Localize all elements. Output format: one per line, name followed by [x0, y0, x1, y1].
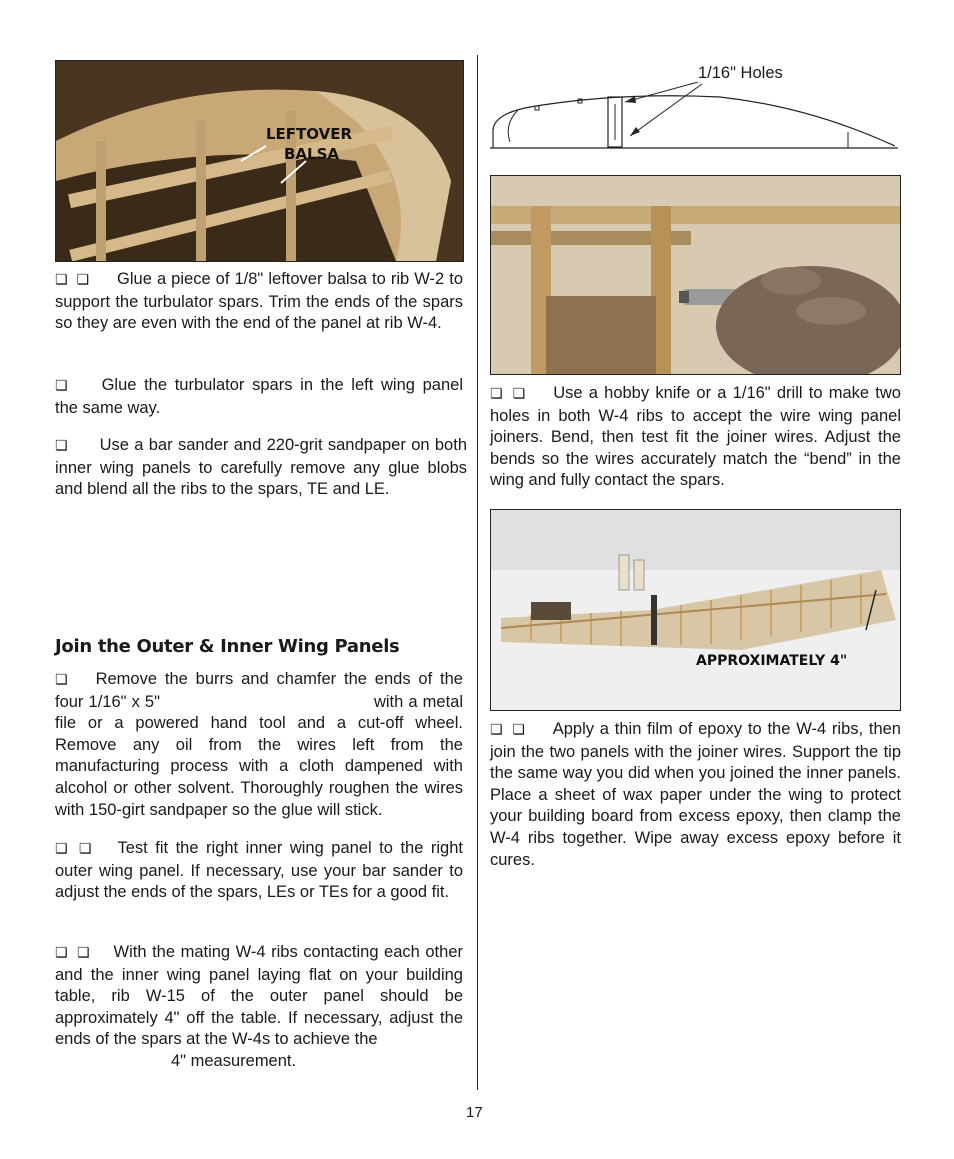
- column-divider: [477, 55, 478, 1090]
- section-heading: Join the Outer & Inner Wing Panels: [55, 636, 400, 657]
- checkbox-icon[interactable]: ❏ ❏: [490, 722, 527, 738]
- step-1: [55, 269, 463, 335]
- step-2: [55, 375, 463, 419]
- step-4-text-c: a metal file or a powered hand tool and a cut-off wheel. Remove any oil from the wires left from the manufacturing process with a cloth dampened with alcohol or other solvent. Thoroughly roughen the wires with 150-girt sandpaper so the glue will stick.: [55, 692, 463, 819]
- leftover-label-line1: LEFTOVER: [266, 125, 353, 143]
- step-4-text-b: with: [373, 692, 404, 711]
- checkbox-icon[interactable]: ❏ ❏: [55, 272, 92, 288]
- step-8-text: Apply a thin film of epoxy to the W-4 ribs, then join the two panels with the joiner wires. Support the tip the same way you did when you joined the inner panels. Place a sheet of wax paper under the wing to protect your building board from excess epoxy, then clamp the W-4 ribs together. Wipe away excess epoxy before it cures.: [490, 720, 901, 869]
- step-4: [55, 669, 463, 821]
- drill-photo-illustration: [491, 176, 900, 374]
- step-6-text-a: With the mating W-4 ribs contacting each other and the inner wing panel laying flat on your building table, rib W-15 of the outer panel should be approximately 4" off the table. If necessary, adjust the ends of the spars at the W-4s to achieve the: [55, 943, 463, 1049]
- checkbox-icon[interactable]: ❏ ❏: [55, 945, 92, 961]
- leftover-label-line2: BALSA: [284, 145, 340, 163]
- rib-diagram: [490, 82, 900, 152]
- step-2-text: Glue the turbulator spars in the left wing panel the same way.: [55, 376, 463, 417]
- step-3-text: Use a bar sander and 220-grit sandpaper on both inner wing panels to carefully remove any glue blobs and blend all the ribs to the spars, TE and LE.: [55, 436, 467, 499]
- checkbox-icon[interactable]: ❏: [55, 672, 70, 688]
- checkbox-icon[interactable]: ❏ ❏: [490, 386, 528, 402]
- step-1-text: Glue a piece of 1/8" leftover balsa to rib W-2 to support the turbulator spars. Trim the ends of the spars so they are even with the end of the panel at rib W-4.: [55, 270, 463, 333]
- photo-drill-holes: [490, 175, 901, 375]
- photo-leftover-balsa: [55, 60, 464, 262]
- step-6-text-b: 4" measurement.: [171, 1051, 297, 1070]
- approximately-label: APPROXIMATELY 4": [696, 653, 848, 669]
- step-8: [490, 719, 901, 871]
- page-number: 17: [466, 1104, 483, 1121]
- step-4-text-a: Remove the burrs and chamfer the ends of the four 1/16" x 5": [55, 670, 463, 711]
- step-3: [55, 435, 467, 501]
- step-5: [55, 838, 463, 904]
- wing-tip-photo-illustration: [56, 61, 463, 261]
- step-7-text: Use a hobby knife or a 1/16" drill to make two holes in both W-4 ribs to accept the wire wing panel joiners. Bend, then test fit the joiner wires. Adjust the bends so the wires accurately match the “bend” in the wing and fully contact the spars.: [490, 384, 901, 490]
- checkbox-icon[interactable]: ❏: [55, 438, 70, 454]
- checkbox-icon[interactable]: ❏ ❏: [55, 841, 94, 857]
- checkbox-icon[interactable]: ❏: [55, 378, 70, 394]
- step-5-text: Test fit the right inner wing panel to the right outer wing panel. If necessary, use your bar sander to adjust the ends of the spars, LEs or TEs for a good fit.: [55, 839, 463, 902]
- step-7: [490, 383, 901, 492]
- step-6: [55, 942, 463, 1073]
- wing-photo-illustration: [491, 510, 900, 710]
- holes-label: 1/16" Holes: [698, 64, 783, 82]
- photo-joined-wing: [490, 509, 901, 711]
